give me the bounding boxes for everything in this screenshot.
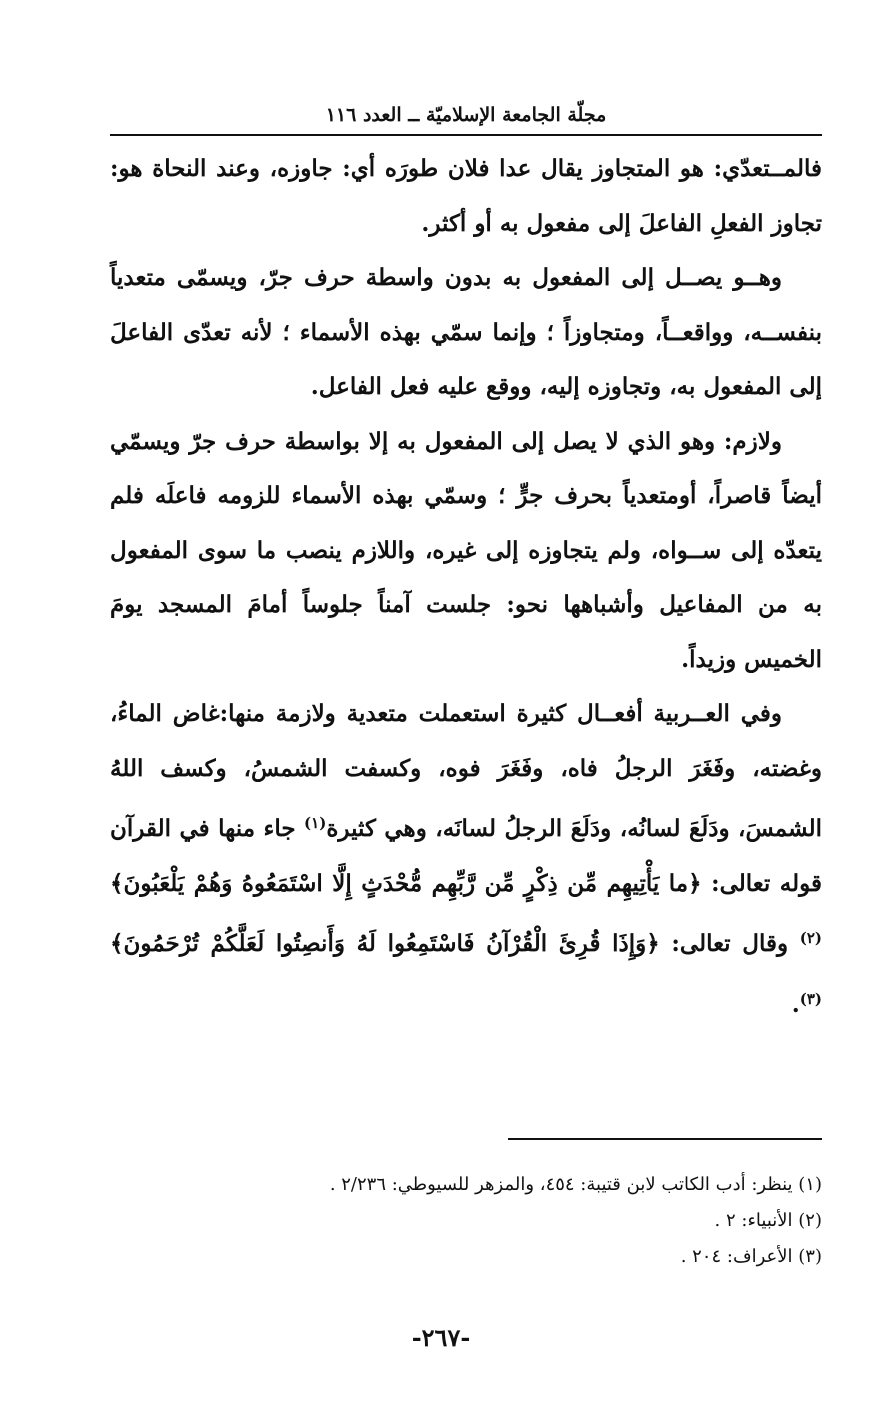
paragraph-transitive-names: وهــو يصــل إلى المفعول به بدون واسطة حرف جرّ، ويسمّى متعدياً بنفســه، وواقعــاً، ومتجاوزاً ؛ وإنما سمّي بهذه الأسماء ؛ لأنه تعدّى الفاعلَ إلى المفعول به، وتجاوزه إليه، ووقع عليه فعل الفاعل. — [110, 264, 822, 400]
paragraph-dual-verbs-text-3: وقال تعالى: — [659, 930, 800, 957]
paragraph-end-period: . — [791, 990, 800, 1018]
paragraph-dual-verbs-text: وفي العــربية أفعــال كثيرة استعملت متعدية ولازمة منها:غاض الماءُ، وغضته، وفَغَرَ الرجلُ فاه، وفَغَرَ فوه، وكسفت الشمسُ، وكسف اللهُ الشمسَ، ودَلَعَ لسانُه، ودَلَعَ الرجلُ لسانَه، وهي كثيرة — [110, 700, 822, 842]
article-body — [110, 142, 822, 1032]
footnote-3: (٣) الأعراف: ٢٠٤ . — [680, 1246, 822, 1267]
page-number: -٢٦٧- — [411, 1323, 471, 1352]
footnote-ref-2: (٢) — [799, 929, 822, 947]
paragraph-intransitive-definition: ولازم: وهو الذي لا يصل إلى المفعول به إلا بواسطة حرف جرّ ويسمّي أيضاً قاصراً، أومتعدياً بحرف جرٍّ ؛ وسمّي بهذه الأسماء للزومه فاعلَه فلم يتعدّه إلى ســواه، ولم يتجاوزه إلى غيره، واللازم ينصب ما سوى المفعول به من المفاعيل وأشباهها نحو: جلست آمناً جلوساً أمامَ المسجد يومَ الخميس وزيداً. — [110, 427, 822, 673]
footnote-ref-1: (١) — [304, 814, 327, 832]
footnotes — [110, 1167, 822, 1275]
paragraph-dual-verbs-text-2: جاء منها في القرآن قوله تعالى: — [110, 815, 822, 897]
quran-verse-araf: ﴿وَإِذَا قُرِئَ الْقُرْآنُ فَاسْتَمِعُوا لَهُ وَأَنصِتُوا لَعَلَّكُمْ تُرْحَمُونَ﴾ — [110, 930, 660, 957]
footnote-2: (٢) الأنبياء: ٢ . — [714, 1210, 822, 1231]
header-rule — [110, 134, 822, 136]
quran-verse-anbiya: ﴿ما يَأْتِيهِم مِّن ذِكْرٍ مِّن رَّبِّهِم مُّحْدَثٍ إِلَّا اسْتَمَعُوهُ وَهُمْ يَلْعَبُونَ﴾ — [110, 869, 702, 897]
footnote-ref-3: (٣) — [799, 989, 822, 1008]
footnote-separator — [508, 1138, 822, 1140]
footnote-1: (١) ينظر: أدب الكاتب لابن قتيبة: ٤٥٤، والمزهر للسيوطي: ٢/٢٣٦ . — [329, 1174, 822, 1195]
paragraph-dual-verbs — [110, 687, 822, 1032]
paragraph-transitive-definition: فالمــتعدّي: هو المتجاوز يقال عدا فلان طورَه أي: جاوزه، وعند النحاة هو: تجاوز الفعلِ الفاعلَ إلى مفعول به أو أكثر. — [110, 155, 822, 237]
running-header: مجلّة الجامعة الإسلاميّة ــ العدد ١١٦ — [325, 104, 607, 126]
